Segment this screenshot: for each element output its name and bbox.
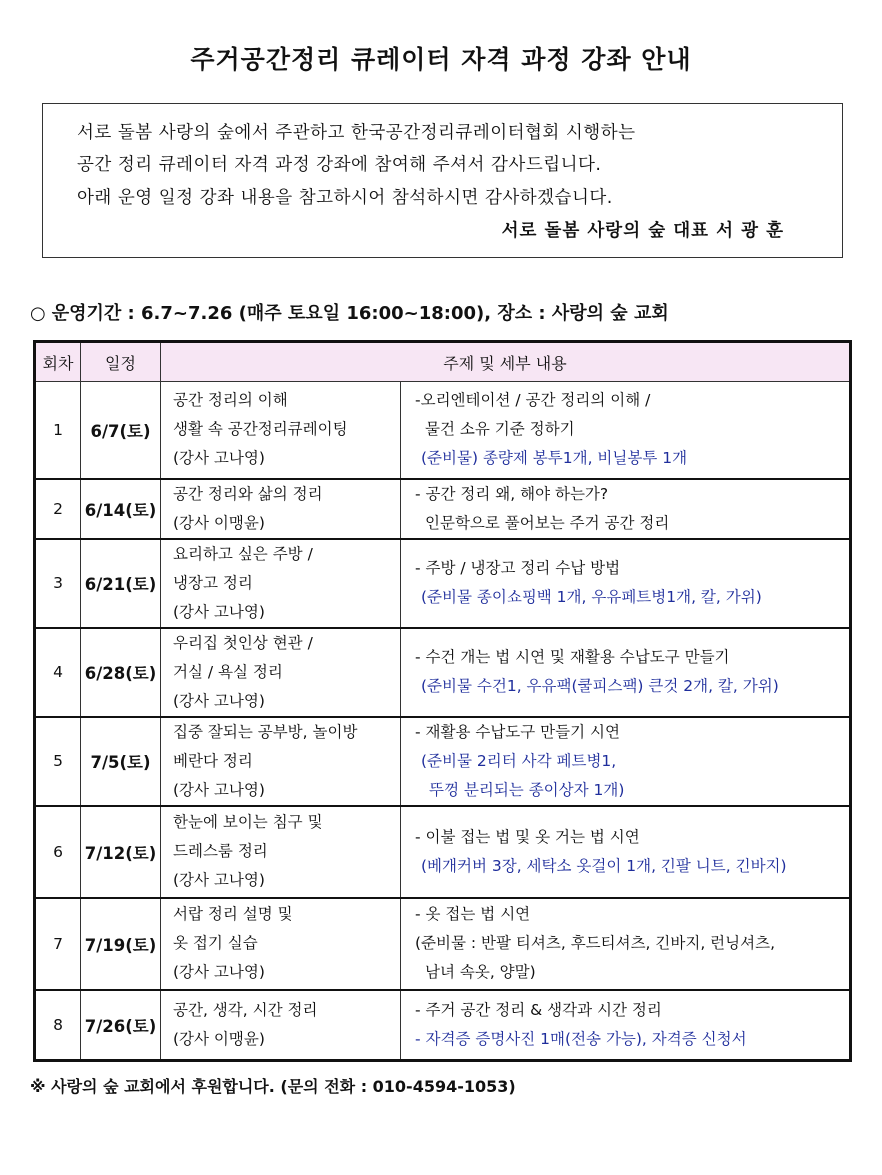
schedule-body [35,382,851,1061]
detail-line: - 주방 / 냉장고 정리 수납 방법 [415,559,621,577]
table-header-row [35,342,851,382]
detail-line: - 수건 개는 법 시연 및 재활용 수납도구 만들기 [415,648,730,666]
session-topic [161,479,401,539]
circle-bullet-icon: ○ [30,303,46,324]
materials-line: (베개커버 3장, 세탁소 옷걸이 1개, 긴팔 니트, 긴바지) [421,856,787,875]
session-number: 6 [35,806,81,898]
session-date: 7/12(토) [81,806,161,898]
topic-line: (강사 이맹윤) [173,1029,265,1048]
session-topic [161,539,401,628]
session-detail [401,479,851,539]
detail-line: (준비물 : 반팔 티셔츠, 후드티셔츠, 긴바지, 런닝셔츠, [415,934,776,952]
topic-line: 생활 속 공간정리큐레이팅 [173,420,348,439]
schedule-table [33,340,852,1062]
topic-line: 거실 / 욕실 정리 [173,662,283,681]
session-detail [401,539,851,628]
topic-line: (강사 이맹윤) [173,513,265,532]
session-topic [161,382,401,479]
materials-line: (준비물 수건1, 우유팩(쿨피스팩) 큰것 2개, 칼, 가위) [421,677,779,695]
session-topic [161,806,401,898]
detail-line: -오리엔테이션 / 공간 정리의 이해 / [415,391,651,410]
operation-period-text: 운영기간 : 6.7~7.26 (매주 토요일 16:00~18:00), 장소 : 사랑의 숲 교회 [51,303,669,324]
topic-line: (강사 고나영) [173,871,265,889]
session-date: 7/5(토) [81,717,161,806]
topic-line: (강사 고나영) [173,602,265,621]
session-detail [401,806,851,898]
session-detail [401,717,851,806]
session-number: 1 [35,382,81,479]
detail-line: 인문학으로 풀어보는 주거 공간 정리 [425,513,670,532]
topic-line: 드레스룸 정리 [173,842,268,860]
detail-line: 남녀 속옷, 양말) [425,963,536,981]
topic-line: 공간, 생각, 시간 정리 [173,1000,318,1019]
materials-line: - 자격증 증명사진 1매(전송 가능), 자격증 신청서 [415,1029,747,1048]
detail-line: - 공간 정리 왜, 해야 하는가? [415,484,609,503]
topic-line: 옷 접기 실습 [173,934,258,952]
materials-line: (준비물) 종량제 봉투1개, 비닐봉투 1개 [421,449,688,468]
intro-line-2: 공간 정리 큐레이터 자격 과정 강좌에 참여해 주셔서 감사드립니다. [77,155,602,175]
table-row [35,539,851,628]
session-topic [161,898,401,990]
table-row [35,479,851,539]
session-date: 6/7(토) [81,382,161,479]
session-number: 2 [35,479,81,539]
topic-line: 서랍 정리 설명 및 [173,905,293,923]
materials-line: 뚜껑 분리되는 종이상자 1개) [429,780,625,799]
session-detail [401,382,851,479]
detail-line: - 옷 접는 법 시연 [415,905,531,923]
table-row [35,382,851,479]
footer-note: ※ 사랑의 숲 교회에서 후원합니다. (문의 전화 : 010-4594-1053) [30,1077,516,1096]
session-date: 6/28(토) [81,628,161,717]
topic-line: 우리집 첫인상 현관 / [173,633,313,652]
session-topic [161,717,401,806]
session-number: 7 [35,898,81,990]
detail-line: - 이불 접는 법 및 옷 거는 법 시연 [415,827,640,846]
intro-line-1: 서로 돌봄 사랑의 숲에서 주관하고 한국공간정리큐레이터협회 시행하는 [77,123,636,143]
session-date: 7/19(토) [81,898,161,990]
page-title: 주거공간정리 큐레이터 자격 과정 강좌 안내 [190,45,692,74]
session-date: 6/21(토) [81,539,161,628]
materials-line: (준비물 2리터 사각 페트병1, [421,751,617,770]
topic-line: 공간 정리와 삶의 정리 [173,484,323,503]
detail-line: - 주거 공간 정리 & 생각과 시간 정리 [415,1000,662,1019]
table-row [35,898,851,990]
session-date: 6/14(토) [81,479,161,539]
topic-line: (강사 고나영) [173,449,265,468]
topic-line: 한눈에 보이는 침구 및 [173,813,323,831]
session-topic [161,628,401,717]
session-number: 3 [35,539,81,628]
session-number: 5 [35,717,81,806]
session-detail [401,990,851,1061]
operation-period [30,299,669,325]
materials-line: (준비물 종이쇼핑백 1개, 우유페트병1개, 칼, 가위) [421,588,762,606]
session-number: 4 [35,628,81,717]
session-detail [401,898,851,990]
topic-line: (강사 고나영) [173,691,265,710]
topic-line: 요리하고 싶은 주방 / [173,544,313,563]
table-row [35,628,851,717]
topic-line: 집중 잘되는 공부방, 놀이방 [173,722,358,741]
table-row [35,990,851,1061]
topic-line: 냉장고 정리 [173,573,253,592]
header-date: 일정 [81,342,161,382]
detail-line: - 재활용 수납도구 만들기 시연 [415,722,620,741]
intro-box [42,103,843,258]
session-date: 7/26(토) [81,990,161,1061]
session-detail [401,628,851,717]
header-session: 회차 [35,342,81,382]
topic-line: 공간 정리의 이해 [173,391,288,410]
session-topic [161,990,401,1061]
session-number: 8 [35,990,81,1061]
table-row [35,717,851,806]
header-content: 주제 및 세부 내용 [161,342,851,382]
topic-line: 베란다 정리 [173,751,253,770]
detail-line: 물건 소유 기준 정하기 [425,420,575,439]
intro-line-3: 아래 운영 일정 강좌 내용을 참고하시어 참석하시면 감사하겠습니다. [77,188,613,208]
topic-line: (강사 고나영) [173,780,265,799]
table-row [35,806,851,898]
topic-line: (강사 고나영) [173,963,265,981]
intro-signature: 서로 돌봄 사랑의 숲 대표 서 광 훈 [501,221,784,241]
